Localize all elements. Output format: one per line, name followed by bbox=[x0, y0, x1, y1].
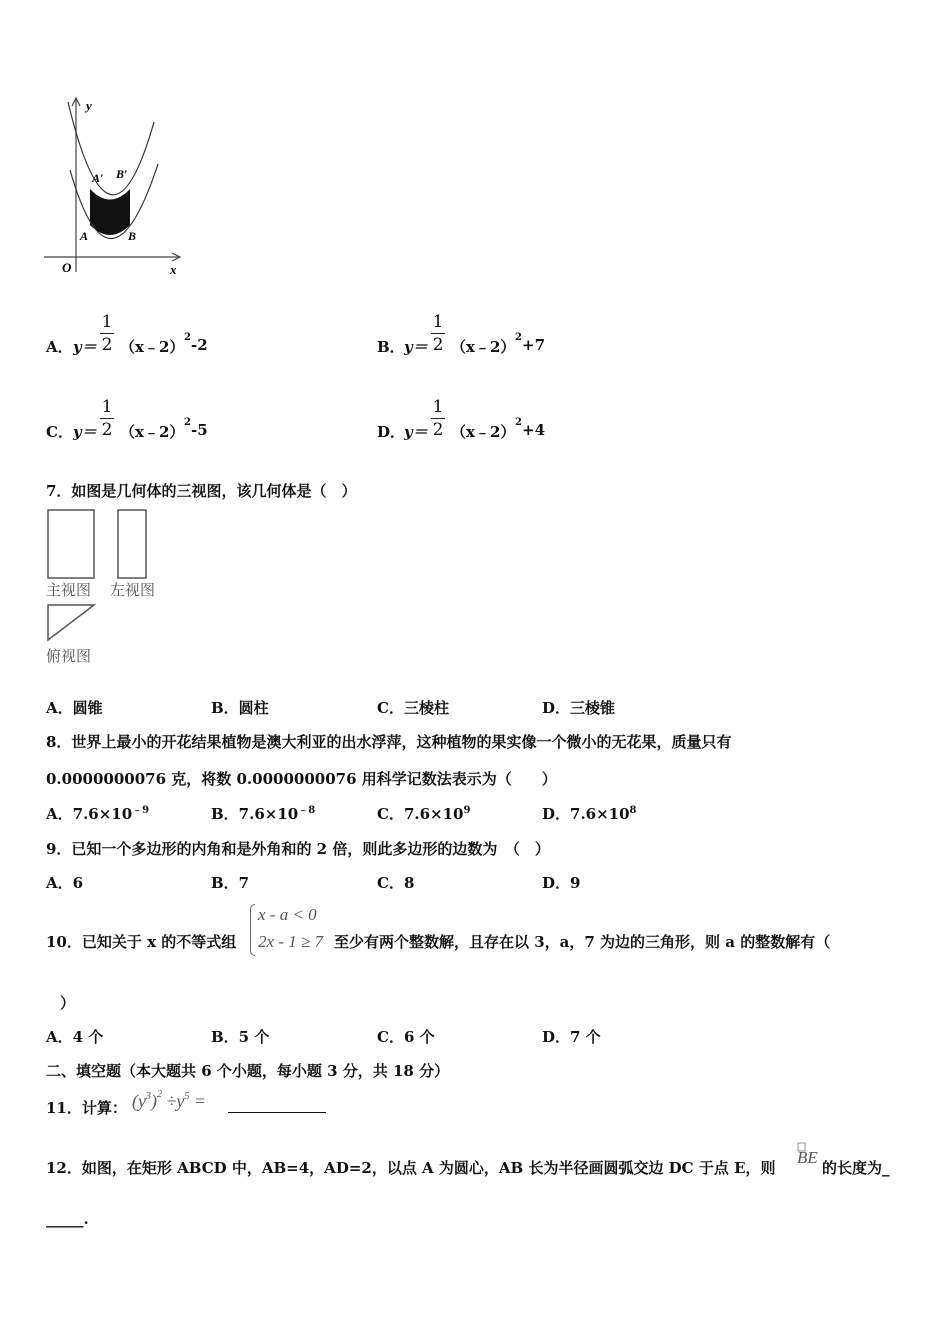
q7-stem: 7．如图是几何体的三视图，该几何体是（ ） bbox=[46, 482, 357, 500]
option-exponent: 2 bbox=[184, 332, 191, 343]
option-lhs: y＝ bbox=[404, 423, 428, 441]
upper-parabola bbox=[68, 102, 154, 195]
expr-inner-exp: 3 bbox=[145, 1091, 151, 1102]
option-tail: -5 bbox=[191, 421, 208, 439]
point-b-label: B bbox=[128, 229, 137, 243]
origin-label: O bbox=[62, 260, 72, 275]
option-letter: D． bbox=[377, 423, 406, 441]
option-text: A．7.6×10 bbox=[46, 805, 133, 823]
option-text: B．7.6×10 bbox=[211, 805, 299, 823]
expr-outer-exp: 2 bbox=[156, 1089, 162, 1100]
numerator: 1 bbox=[432, 312, 444, 332]
q12-answer-blank[interactable]: _____. bbox=[46, 1210, 89, 1228]
y-axis-label: y bbox=[86, 98, 92, 113]
front-view-drawing bbox=[46, 508, 98, 582]
q8-option-d[interactable] bbox=[542, 803, 637, 824]
q8-option-b[interactable] bbox=[211, 803, 315, 824]
q11-stem: 11．计算： bbox=[46, 1099, 127, 1117]
fraction bbox=[100, 312, 114, 355]
option-letter: B． bbox=[377, 338, 405, 356]
arc-be: BE bbox=[797, 1148, 818, 1167]
expr-base: (y bbox=[132, 1091, 146, 1111]
q7-option-a[interactable]: A．圆锥 bbox=[46, 699, 103, 717]
option-lhs: y＝ bbox=[404, 338, 428, 356]
option-tail: +4 bbox=[522, 421, 546, 439]
q8-stem-line2: 0.0000000076 克，将数 0.0000000076 用科学记数法表示为（ ） bbox=[46, 770, 557, 788]
option-exponent: ﹣8 bbox=[298, 805, 316, 816]
q7-option-d[interactable]: D．三棱锥 bbox=[542, 699, 616, 717]
expr-eq: = bbox=[193, 1091, 207, 1111]
q9-option-b[interactable]: B．7 bbox=[211, 874, 250, 892]
denominator: 2 bbox=[101, 335, 113, 355]
x-axis-label: x bbox=[170, 262, 177, 277]
expr-div: ÷y bbox=[166, 1091, 185, 1111]
option-rest: （x﹣2） bbox=[451, 423, 516, 441]
numerator: 1 bbox=[101, 312, 113, 332]
option-lhs: y＝ bbox=[73, 338, 97, 356]
top-view-label: 俯视图 bbox=[46, 647, 92, 665]
option-rest: （x﹣2） bbox=[120, 338, 185, 356]
option-exponent: 9 bbox=[463, 805, 471, 816]
option-letter: A． bbox=[46, 338, 73, 356]
q7-option-b[interactable]: B．圆柱 bbox=[211, 699, 269, 717]
q9-stem: 9．已知一个多边形的内角和是外角和的 2 倍，则此多边形的边数为 （ ） bbox=[46, 840, 550, 858]
inequality-1: x - a < 0 bbox=[258, 905, 317, 924]
arc-symbol-icon bbox=[797, 1142, 807, 1152]
option-lhs: y＝ bbox=[73, 423, 97, 441]
q10-option-d[interactable]: D．7 个 bbox=[542, 1028, 601, 1046]
option-exponent: 2 bbox=[184, 417, 191, 428]
denominator: 2 bbox=[432, 420, 444, 440]
q10-option-c[interactable]: C．6 个 bbox=[377, 1028, 435, 1046]
option-exponent: 2 bbox=[515, 332, 522, 343]
parabola-graph bbox=[40, 92, 190, 287]
fraction bbox=[431, 312, 445, 355]
left-view-drawing bbox=[116, 508, 150, 582]
top-view-drawing bbox=[46, 603, 98, 643]
fraction bbox=[431, 397, 445, 440]
option-tail: -2 bbox=[191, 336, 208, 354]
q12-tail: 的长度为_ bbox=[822, 1159, 890, 1177]
point-b-prime-label: B′ bbox=[116, 167, 128, 181]
section-2-title: 二、填空题（本大题共 6 个小题，每小题 3 分，共 18 分） bbox=[46, 1062, 450, 1080]
option-exponent: 8 bbox=[629, 805, 637, 816]
fraction bbox=[100, 397, 114, 440]
option-exponent: 2 bbox=[515, 417, 522, 428]
q10-option-a[interactable]: A．4 个 bbox=[46, 1028, 104, 1046]
q9-option-a[interactable]: A．6 bbox=[46, 874, 84, 892]
q8-stem-line1: 8．世界上最小的开花结果植物是澳大利亚的出水浮萍，这种植物的果实像一个微小的无花果，质量只有 bbox=[46, 733, 732, 751]
q9-option-d[interactable]: D．9 bbox=[542, 874, 581, 892]
numerator: 1 bbox=[432, 397, 444, 417]
point-a-label: A bbox=[80, 229, 89, 243]
q7-option-c[interactable]: C．三棱柱 bbox=[377, 699, 449, 717]
expr-div-exp: 5 bbox=[184, 1091, 190, 1102]
inequality-2: 2x - 1 ≥ 7 bbox=[258, 932, 324, 951]
q8-option-c[interactable] bbox=[377, 803, 470, 824]
option-rest: （x﹣2） bbox=[451, 338, 516, 356]
option-text: C．7.6×10 bbox=[377, 805, 464, 823]
q9-option-c[interactable]: C．8 bbox=[377, 874, 415, 892]
point-a-prime-label: A′ bbox=[92, 171, 104, 185]
option-rest: （x﹣2） bbox=[120, 423, 185, 441]
option-letter: C． bbox=[46, 423, 73, 441]
q10-stem-close: ） bbox=[60, 994, 76, 1012]
denominator: 2 bbox=[101, 420, 113, 440]
denominator: 2 bbox=[432, 335, 444, 355]
shaded-region bbox=[90, 189, 130, 235]
q10-stem-pre: 10．已知关于 x 的不等式组 bbox=[46, 933, 237, 951]
left-view-label: 左视图 bbox=[110, 581, 156, 599]
option-text: D．7.6×10 bbox=[542, 805, 630, 823]
q12-stem: 12．如图，在矩形 ABCD 中，AB=4，AD=2，以点 A 为圆心，AB 长为半径画圆弧交边 DC 于点 E，则 bbox=[46, 1159, 776, 1177]
numerator: 1 bbox=[101, 397, 113, 417]
inequality-brace bbox=[250, 904, 255, 956]
q11-answer-blank[interactable] bbox=[228, 1096, 326, 1113]
q11-expression bbox=[132, 1091, 206, 1112]
q8-option-a[interactable] bbox=[46, 803, 149, 824]
q10-stem-post: 至少有两个整数解，且存在以 3，a，7 为边的三角形，则 a 的整数解有（ bbox=[334, 933, 831, 951]
option-tail: +7 bbox=[522, 336, 546, 354]
q10-option-b[interactable]: B．5 个 bbox=[211, 1028, 270, 1046]
expr-close: ) bbox=[150, 1091, 157, 1111]
front-view-label: 主视图 bbox=[46, 581, 92, 599]
option-exponent: ﹣9 bbox=[132, 805, 150, 816]
